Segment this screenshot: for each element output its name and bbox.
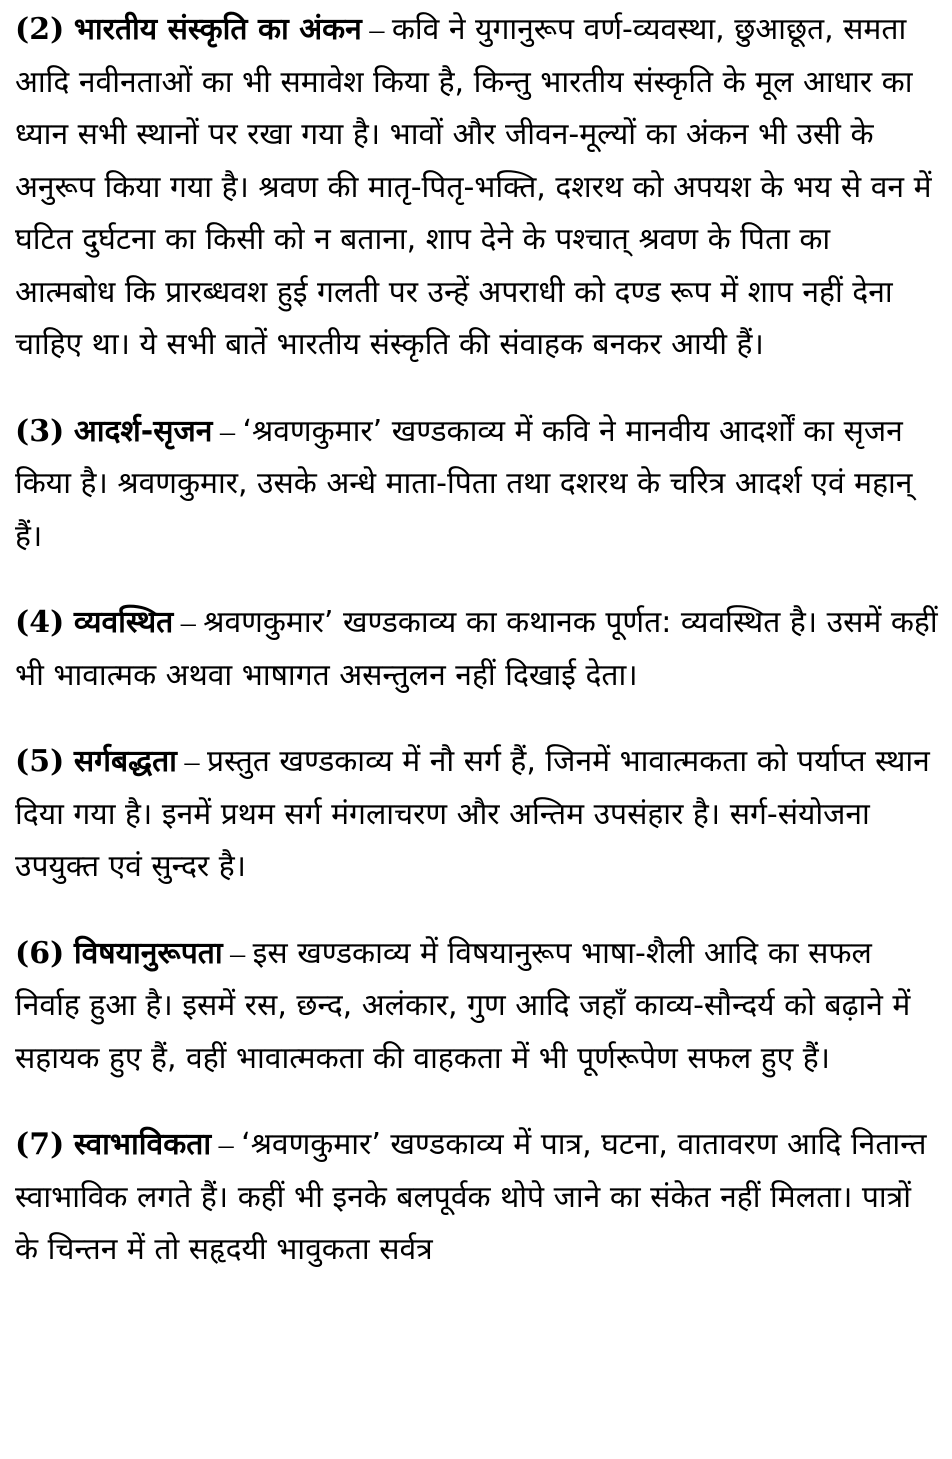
section-paragraph xyxy=(15,1119,940,1277)
section-text: ‘श्रवणकुमार’ खण्डकाव्य में कवि ने मानवीय आदर्शों का सृजन किया है। श्रवणकुमार, उसके अन्धे माता-पिता तथा दशरथ के चरित्र आदर्श एवं महान् हैं। xyxy=(15,413,923,554)
section-heading: व्यवस्थित xyxy=(73,605,174,640)
dash-separator: – xyxy=(211,1128,242,1161)
section-4 xyxy=(15,597,948,702)
section-heading: आदर्श-सृजन xyxy=(73,413,213,449)
section-text: कवि ने युगानुरूप वर्ण-व्यवस्था, छुआछूत, समता आदि नवीनताओं का भी समावेश किया है, किन्तु भारतीय संस्कृति के मूल आधार का ध्यान सभी स्थानों पर रखा गया है। भावों और जीवन-मूल्यों का अंकन भी उसी के अनुरूप किया गया है। श्रवण की मातृ-पितृ-भक्ति, दशरथ को अपयश के भय से वन में घटित दुर्घटना का किसी को न बताना, शाप देने के पश्चात् श्रवण के पिता का आत्मबोध कि प्रारब्धवश हुई गलती पर उन्हें अपराधी को दण्ड रूप में शाप नहीं देना चाहिए था। ये सभी बातें भारतीय संस्कृति की संवाहक बनकर आयी हैं। xyxy=(15,12,942,362)
section-text: ‘श्रवणकुमार’ खण्डकाव्य में पात्र, घटना, वातावरण आदि नितान्त स्वाभाविक लगते हैं। कहीं भी इनके बलपूर्वक थोपे जाने का संकेत नहीं मिलता। पात्रों के चिन्तन में तो सहृदयी भावुकता सर्वत्र xyxy=(15,1127,937,1267)
section-heading: भारतीय संस्कृति का अंकन xyxy=(73,12,362,47)
section-number: (6) xyxy=(15,935,65,971)
section-paragraph xyxy=(15,736,940,894)
section-text: श्रवणकुमार’ खण्डकाव्य का कथानक पूर्णत: व्यवस्थित है। उसमें कहीं भी भावात्मक अथवा भाषागत असन्तुलन नहीं दिखाई देता। xyxy=(15,605,948,693)
section-2 xyxy=(15,4,940,372)
section-number: (3) xyxy=(15,413,65,449)
section-number: (2) xyxy=(15,12,65,47)
section-number: (5) xyxy=(15,744,65,779)
section-paragraph xyxy=(15,597,948,702)
dash-separator: – xyxy=(212,414,243,448)
section-number: (7) xyxy=(15,1127,65,1162)
dash-separator: – xyxy=(222,936,253,970)
section-heading: सर्गबद्धता xyxy=(73,744,177,779)
section-7 xyxy=(15,1119,940,1277)
section-paragraph xyxy=(15,4,940,372)
section-paragraph xyxy=(15,928,940,1086)
section-number: (4) xyxy=(15,605,65,640)
section-heading: विषयानुरूपता xyxy=(73,935,223,971)
dash-separator: – xyxy=(173,606,204,639)
dash-separator: – xyxy=(176,745,207,778)
section-heading: स्वाभाविकता xyxy=(73,1127,212,1162)
section-5 xyxy=(15,736,940,894)
section-6 xyxy=(15,928,940,1086)
section-text: प्रस्तुत खण्डकाव्य में नौ सर्ग हैं, जिनमें भावात्मकता को पर्याप्त स्थान दिया गया है। इनमें प्रथम सर्ग मंगलाचरण और अन्तिम उपसंहार है। सर्ग-संयोजना उपयुक्त एवं सुन्दर है। xyxy=(15,744,940,884)
dash-separator: – xyxy=(361,13,392,46)
section-3 xyxy=(15,406,940,564)
section-paragraph xyxy=(15,406,940,564)
section-text: इस खण्डकाव्य में विषयानुरूप भाषा-शैली आदि का सफल निर्वाह हुआ है। इसमें रस, छन्द, अलंकार, गुण आदि जहाँ काव्य-सौन्दर्य को बढ़ाने में सहायक हुए हैं, वहीं भावात्मकता की वाहकता में भी पूर्णरूपेण सफल हुए हैं। xyxy=(15,935,920,1076)
